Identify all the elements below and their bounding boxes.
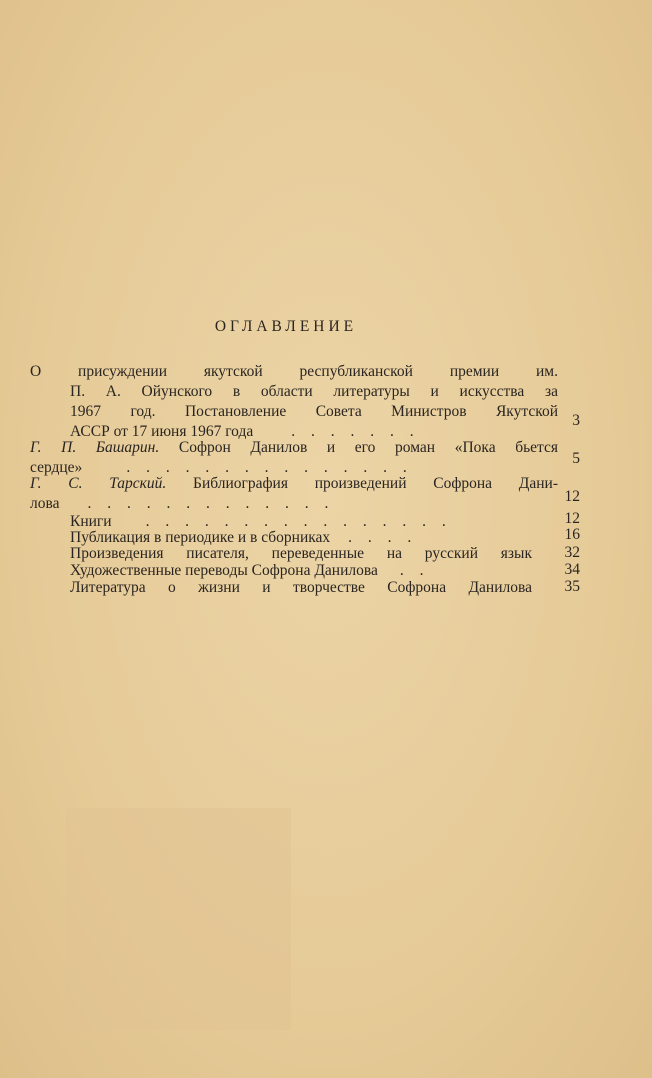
- toc-entry-line: Г. П. Башарин. Софрон Данилов и его роман «Пока бьется: [30, 439, 558, 456]
- toc-entry-line: Публикация в периодике и в сборниках . . . .: [70, 529, 418, 546]
- toc-entry-line: сердце» . . . . . . . . . . . . . . .: [30, 459, 413, 476]
- page-number: 32: [564, 544, 580, 561]
- page-number: 12: [564, 488, 580, 505]
- toc-entry-line: П. А. Ойунского в области литературы и искусства за: [70, 383, 558, 400]
- page-title: ОГЛАВЛЕНИЕ: [214, 318, 358, 335]
- toc-entry-line: Художественные переводы Софрона Данилова . .: [70, 562, 430, 579]
- page-number: 3: [572, 412, 580, 429]
- toc-entry-line: Книги . . . . . . . . . . . . . . . .: [70, 513, 452, 530]
- toc-entry-line: Произведения писателя, переведенные на русский язык: [70, 545, 532, 562]
- toc-entry-tarsky-cont: [30, 494, 558, 514]
- toc-entry-resolution: [30, 362, 558, 382]
- paper-stain: [66, 808, 291, 1030]
- page-number: 34: [564, 561, 580, 578]
- toc-entry-basharin: [30, 438, 558, 458]
- page-number: 16: [564, 526, 580, 543]
- toc-subentry-literature: [70, 578, 532, 598]
- toc-entry-resolution-cont: [70, 382, 558, 442]
- toc-entry-line: 1967 год. Постановление Совета Министров Якутской: [70, 403, 558, 420]
- toc-entry-line: Г. С. Тарский. Библиография произведений Софрона Дани-: [30, 475, 558, 492]
- toc-entry-line: лова . . . . . . . . . . . . .: [30, 495, 335, 512]
- page-number: 35: [564, 578, 580, 595]
- toc-entry-line: О присуждении якутской республиканской премии им.: [30, 363, 558, 380]
- toc-entry-line: АССР от 17 июня 1967 года . . . . . . .: [70, 423, 420, 440]
- page-number: 5: [572, 450, 580, 467]
- toc-entry-tarsky: [30, 474, 558, 494]
- toc-entry-line: Литература о жизни и творчестве Софрона Данилова: [70, 579, 532, 596]
- page-number: 12: [564, 510, 580, 527]
